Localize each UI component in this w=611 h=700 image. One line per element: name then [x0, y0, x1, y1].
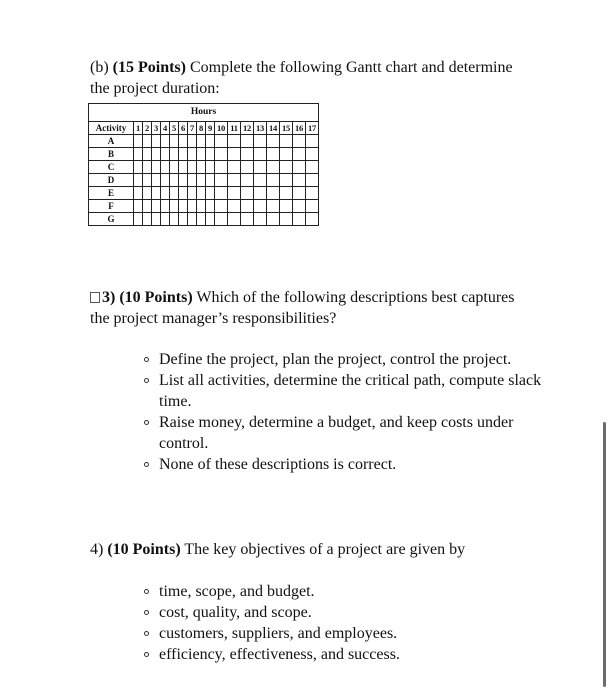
gantt-cell[interactable]: [206, 135, 215, 148]
gantt-cell[interactable]: [206, 187, 215, 200]
gantt-cell[interactable]: [179, 213, 188, 226]
gantt-cell[interactable]: [254, 148, 267, 161]
gantt-cell[interactable]: [293, 135, 306, 148]
question-3-option[interactable]: [143, 370, 543, 412]
gantt-cell[interactable]: [267, 135, 280, 148]
gantt-cell[interactable]: [280, 200, 293, 213]
gantt-cell[interactable]: [228, 135, 241, 148]
gantt-cell[interactable]: [254, 135, 267, 148]
gantt-cell[interactable]: [188, 187, 197, 200]
gantt-cell[interactable]: [306, 187, 319, 200]
question-3-option[interactable]: [143, 349, 543, 370]
gantt-activity-label: G: [89, 213, 134, 226]
gantt-cell[interactable]: [179, 200, 188, 213]
gantt-cell[interactable]: [170, 135, 179, 148]
gantt-cell[interactable]: [152, 174, 161, 187]
gantt-cell[interactable]: [267, 200, 280, 213]
gantt-cell[interactable]: [134, 187, 143, 200]
gantt-cell[interactable]: [170, 213, 179, 226]
gantt-cell[interactable]: [143, 161, 152, 174]
gantt-cell[interactable]: [134, 174, 143, 187]
gantt-cell[interactable]: [161, 213, 170, 226]
gantt-cell[interactable]: [228, 174, 241, 187]
gantt-cell[interactable]: [280, 187, 293, 200]
gantt-cell[interactable]: [188, 200, 197, 213]
gantt-cell[interactable]: [306, 135, 319, 148]
question-3: [90, 287, 530, 329]
gantt-cell[interactable]: [152, 200, 161, 213]
gantt-cell[interactable]: [152, 148, 161, 161]
question-3-option[interactable]: [143, 412, 543, 454]
gantt-cell[interactable]: [170, 187, 179, 200]
gantt-cell[interactable]: [215, 213, 228, 226]
gantt-hour-label: 3: [152, 122, 161, 135]
gantt-cell[interactable]: [170, 174, 179, 187]
gantt-activity-row: [89, 213, 319, 226]
gantt-cell[interactable]: [215, 161, 228, 174]
gantt-cell[interactable]: [228, 161, 241, 174]
gantt-cell[interactable]: [280, 135, 293, 148]
gantt-cell[interactable]: [267, 148, 280, 161]
gantt-cell[interactable]: [215, 148, 228, 161]
question-4-number: 4): [90, 541, 108, 558]
question-4-option[interactable]: [143, 581, 543, 602]
question-3-text: Which of the following descriptions best captures the project manager’s responsibilities?: [90, 289, 515, 327]
gantt-cell[interactable]: [143, 187, 152, 200]
gantt-hour-label: 10: [215, 122, 228, 135]
question-4-option-text: customers, suppliers, and employees.: [159, 625, 398, 642]
gantt-cell[interactable]: [161, 200, 170, 213]
gantt-cell[interactable]: [134, 135, 143, 148]
gantt-cell[interactable]: [293, 213, 306, 226]
question-3-points: (10 Points): [119, 289, 193, 306]
question-3-options: [143, 349, 543, 475]
gantt-cell[interactable]: [215, 174, 228, 187]
gantt-cell[interactable]: [241, 161, 254, 174]
question-3-option-text: List all activities, determine the critical path, compute slack time.: [159, 372, 542, 410]
radio-circle-icon[interactable]: [144, 357, 149, 362]
gantt-hour-label: 14: [267, 122, 280, 135]
question-b-points: (15 Points): [112, 59, 186, 76]
gantt-activity-label: F: [89, 200, 134, 213]
gantt-cell[interactable]: [188, 148, 197, 161]
gantt-activity-label: B: [89, 148, 134, 161]
gantt-cell[interactable]: [143, 213, 152, 226]
gantt-cell[interactable]: [161, 161, 170, 174]
gantt-cell[interactable]: [241, 200, 254, 213]
gantt-cell[interactable]: [143, 148, 152, 161]
question-3-option-text: None of these descriptions is correct.: [159, 456, 397, 473]
gantt-activity-header: Activity: [89, 122, 134, 135]
gantt-cell[interactable]: [161, 174, 170, 187]
gantt-cell[interactable]: [267, 174, 280, 187]
gantt-cell[interactable]: [306, 213, 319, 226]
gantt-cell[interactable]: [293, 148, 306, 161]
radio-circle-icon[interactable]: [144, 652, 149, 657]
gantt-hour-label: 15: [280, 122, 293, 135]
gantt-cell[interactable]: [161, 135, 170, 148]
radio-circle-icon[interactable]: [144, 420, 149, 425]
gantt-activity-label: D: [89, 174, 134, 187]
question-4-option-text: efficiency, effectiveness, and success.: [159, 646, 400, 663]
gantt-cell[interactable]: [267, 213, 280, 226]
gantt-cell[interactable]: [152, 161, 161, 174]
checkbox-icon[interactable]: [90, 292, 100, 303]
gantt-cell[interactable]: [241, 135, 254, 148]
gantt-hour-label: 13: [254, 122, 267, 135]
gantt-cell[interactable]: [197, 161, 206, 174]
gantt-cell[interactable]: [306, 200, 319, 213]
gantt-cell[interactable]: [215, 187, 228, 200]
gantt-hour-label: 9: [206, 122, 215, 135]
gantt-cell[interactable]: [267, 161, 280, 174]
gantt-cell[interactable]: [228, 148, 241, 161]
gantt-activity-label: E: [89, 187, 134, 200]
gantt-hour-label: 7: [188, 122, 197, 135]
gantt-hour-label: 2: [143, 122, 152, 135]
gantt-activity-label: C: [89, 161, 134, 174]
gantt-cell[interactable]: [241, 148, 254, 161]
gantt-cell[interactable]: [306, 161, 319, 174]
gantt-cell[interactable]: [143, 174, 152, 187]
question-4-option[interactable]: [143, 623, 543, 644]
gantt-cell[interactable]: [143, 135, 152, 148]
gantt-cell[interactable]: [306, 174, 319, 187]
gantt-chart-table: [88, 103, 319, 226]
gantt-cell[interactable]: [188, 174, 197, 187]
question-b-prefix: (b): [90, 59, 113, 76]
question-4: [90, 539, 530, 560]
question-b: [90, 57, 520, 99]
question-3-option-text: Define the project, plan the project, control the project.: [159, 351, 512, 368]
gantt-cell[interactable]: [206, 174, 215, 187]
gantt-hour-label: 4: [161, 122, 170, 135]
gantt-cell[interactable]: [293, 161, 306, 174]
gantt-cell[interactable]: [134, 161, 143, 174]
gantt-cell[interactable]: [280, 174, 293, 187]
gantt-cell[interactable]: [267, 187, 280, 200]
radio-circle-icon[interactable]: [144, 378, 149, 383]
gantt-cell[interactable]: [170, 148, 179, 161]
gantt-cell[interactable]: [197, 213, 206, 226]
gantt-hour-label: 16: [293, 122, 306, 135]
radio-circle-icon[interactable]: [144, 610, 149, 615]
question-b-text: Complete the following Gantt chart and determine the project duration:: [90, 59, 513, 97]
gantt-cell[interactable]: [197, 187, 206, 200]
gantt-cell[interactable]: [179, 135, 188, 148]
question-3-number: 3): [102, 289, 116, 306]
gantt-cell[interactable]: [215, 200, 228, 213]
gantt-cell[interactable]: [161, 187, 170, 200]
vertical-scrollbar[interactable]: [603, 422, 606, 687]
question-4-options: [143, 581, 543, 665]
question-4-option-text: cost, quality, and scope.: [159, 604, 312, 621]
gantt-activity-row: [89, 161, 319, 174]
gantt-cell[interactable]: [206, 213, 215, 226]
gantt-cell[interactable]: [293, 174, 306, 187]
gantt-activity-row: [89, 135, 319, 148]
gantt-cell[interactable]: [206, 161, 215, 174]
gantt-cell[interactable]: [228, 213, 241, 226]
gantt-cell[interactable]: [152, 135, 161, 148]
question-3-option[interactable]: [143, 454, 543, 475]
radio-circle-icon[interactable]: [144, 631, 149, 636]
question-4-points: (10 Points): [107, 541, 181, 558]
gantt-cell[interactable]: [161, 148, 170, 161]
gantt-cell[interactable]: [197, 148, 206, 161]
gantt-cell[interactable]: [179, 148, 188, 161]
gantt-cell[interactable]: [188, 213, 197, 226]
gantt-cell[interactable]: [188, 161, 197, 174]
gantt-cell[interactable]: [280, 213, 293, 226]
gantt-hours-title: Hours: [89, 104, 319, 122]
gantt-header-row: [89, 122, 319, 135]
gantt-cell[interactable]: [188, 135, 197, 148]
gantt-cell[interactable]: [280, 161, 293, 174]
gantt-hour-label: 11: [228, 122, 241, 135]
gantt-cell[interactable]: [179, 187, 188, 200]
gantt-cell[interactable]: [206, 200, 215, 213]
gantt-cell[interactable]: [197, 200, 206, 213]
gantt-cell[interactable]: [254, 174, 267, 187]
gantt-cell[interactable]: [143, 200, 152, 213]
gantt-cell[interactable]: [215, 135, 228, 148]
gantt-hour-label: 17: [306, 122, 319, 135]
gantt-cell[interactable]: [179, 174, 188, 187]
gantt-cell[interactable]: [197, 174, 206, 187]
question-4-text: The key objectives of a project are given by: [180, 541, 466, 558]
gantt-hour-label: 12: [241, 122, 254, 135]
gantt-cell[interactable]: [241, 187, 254, 200]
gantt-activity-row: [89, 200, 319, 213]
gantt-cell[interactable]: [254, 200, 267, 213]
gantt-activity-label: A: [89, 135, 134, 148]
gantt-cell[interactable]: [197, 135, 206, 148]
gantt-cell[interactable]: [306, 148, 319, 161]
question-3-option-text: Raise money, determine a budget, and keep costs under control.: [159, 414, 514, 452]
gantt-cell[interactable]: [293, 200, 306, 213]
gantt-activity-row: [89, 174, 319, 187]
gantt-hour-label: 5: [170, 122, 179, 135]
gantt-cell[interactable]: [134, 213, 143, 226]
gantt-activity-row: [89, 148, 319, 161]
question-4-option-text: time, scope, and budget.: [159, 583, 315, 600]
gantt-cell[interactable]: [241, 174, 254, 187]
gantt-cell[interactable]: [254, 187, 267, 200]
gantt-cell[interactable]: [170, 200, 179, 213]
gantt-cell[interactable]: [206, 148, 215, 161]
radio-circle-icon[interactable]: [144, 462, 149, 467]
gantt-cell[interactable]: [152, 213, 161, 226]
gantt-cell[interactable]: [179, 161, 188, 174]
gantt-cell[interactable]: [254, 161, 267, 174]
gantt-hour-label: 1: [134, 122, 143, 135]
gantt-hour-label: 6: [179, 122, 188, 135]
gantt-cell[interactable]: [228, 187, 241, 200]
gantt-cell[interactable]: [152, 187, 161, 200]
gantt-cell[interactable]: [134, 200, 143, 213]
question-4-option[interactable]: [143, 644, 543, 665]
gantt-cell[interactable]: [228, 200, 241, 213]
gantt-cell[interactable]: [170, 161, 179, 174]
gantt-activity-row: [89, 187, 319, 200]
gantt-cell[interactable]: [280, 148, 293, 161]
radio-circle-icon[interactable]: [144, 589, 149, 594]
gantt-cell[interactable]: [134, 148, 143, 161]
gantt-cell[interactable]: [241, 213, 254, 226]
question-4-option[interactable]: [143, 602, 543, 623]
gantt-hour-label: 8: [197, 122, 206, 135]
gantt-cell[interactable]: [293, 187, 306, 200]
gantt-cell[interactable]: [254, 213, 267, 226]
